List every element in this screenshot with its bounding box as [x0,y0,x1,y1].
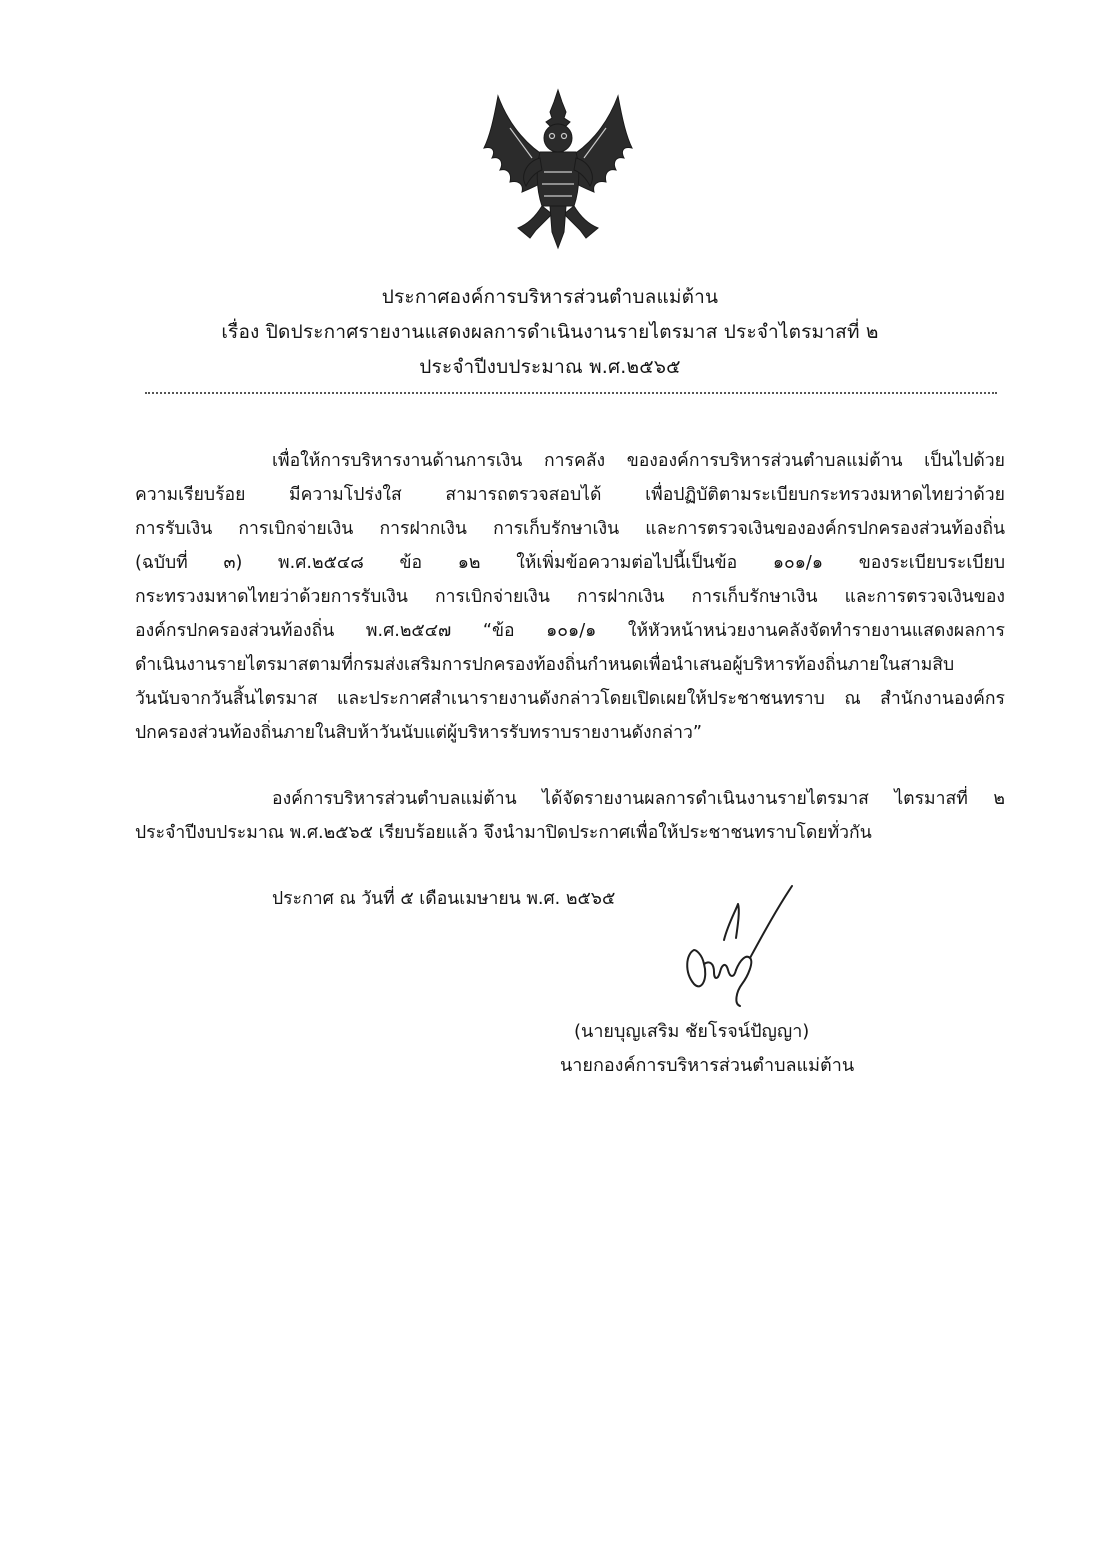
garuda-emblem-icon [470,88,646,252]
paragraph-1-line: ดำเนินงานรายไตรมาสตามที่กรมส่งเสริมการปกครองท้องถิ่นกำหนดเพื่อนำเสนอผู้บริหารท้องถิ่นภายในสามสิบ [135,655,955,675]
paragraph-1-line: ความเรียบร้อย มีความโปร่งใส สามารถตรวจสอบได้ เพื่อปฏิบัติตามระเบียบกระทรวงมหาดไทยว่าด้วย [135,485,1005,505]
paragraph-1-line: การรับเงิน การเบิกจ่ายเงิน การฝากเงิน การเก็บรักษาเงิน และการตรวจเงินขององค์กรปกครองส่วนท้องถิ่น [135,519,1005,539]
announcement-title: ประกาศองค์การบริหารส่วนตำบลแม่ต้าน [381,286,719,308]
paragraph-1-line: องค์กรปกครองส่วนท้องถิ่น พ.ศ.๒๕๔๗ “ข้อ ๑๐๑/๑ ให้หัวหน้าหน่วยงานคลังจัดทำรายงานแสดงผลการ [135,621,1005,641]
paragraph-1-line: เพื่อให้การบริหารงานด้านการเงิน การคลัง ขององค์การบริหารส่วนตำบลแม่ต้าน เป็นไปด้วย [272,451,1005,471]
paragraph-1-line: (ฉบับที่ ๓) พ.ศ.๒๕๔๘ ข้อ ๑๒ ให้เพิ่มข้อความต่อไปนี้เป็นข้อ ๑๐๑/๑ ของระเบียบระเบียบ [135,553,1005,573]
date-line: ประกาศ ณ วันที่ ๕ เดือนเมษายน พ.ศ. ๒๕๖๕ [272,889,616,909]
dotted-divider [145,392,997,394]
paragraph-1-line: วันนับจากวันสิ้นไตรมาส และประกาศสำเนารายงานดังกล่าวโดยเปิดเผยให้ประชาชนทราบ ณ สำนักงานองค์กร [135,689,1005,709]
paragraph-1-line: ปกครองส่วนท้องถิ่นภายในสิบห้าวันนับแต่ผู้บริหารรับทราบรายงานดังกล่าว” [135,723,702,743]
signer-position: นายกองค์การบริหารส่วนตำบลแม่ต้าน [560,1055,855,1076]
handwritten-signature-icon [676,880,806,1010]
signer-name: (นายบุญเสริม ชัยโรจน์ปัญญา) [574,1021,810,1042]
paragraph-2-line: องค์การบริหารส่วนตำบลแม่ต้าน ได้จัดรายงานผลการดำเนินงานรายไตรมาส ไตรมาสที่ ๒ [272,789,1005,809]
paragraph-2-line: ประจำปีงบประมาณ พ.ศ.๒๕๖๕ เรียบร้อยแล้ว จึงนำมาปิดประกาศเพื่อให้ประชาชนทราบโดยทั่วกัน [135,823,872,843]
subject-line: เรื่อง ปิดประกาศรายงานแสดงผลการดำเนินงานรายไตรมาส ประจำไตรมาสที่ ๒ [221,321,879,343]
fiscal-year-line: ประจำปีงบประมาณ พ.ศ.๒๕๖๕ [419,356,681,378]
paragraph-1-line: กระทรวงมหาดไทยว่าด้วยการรับเงิน การเบิกจ่ายเงิน การฝากเงิน การเก็บรักษาเงิน และการตรวจเงินของ [135,587,1005,607]
